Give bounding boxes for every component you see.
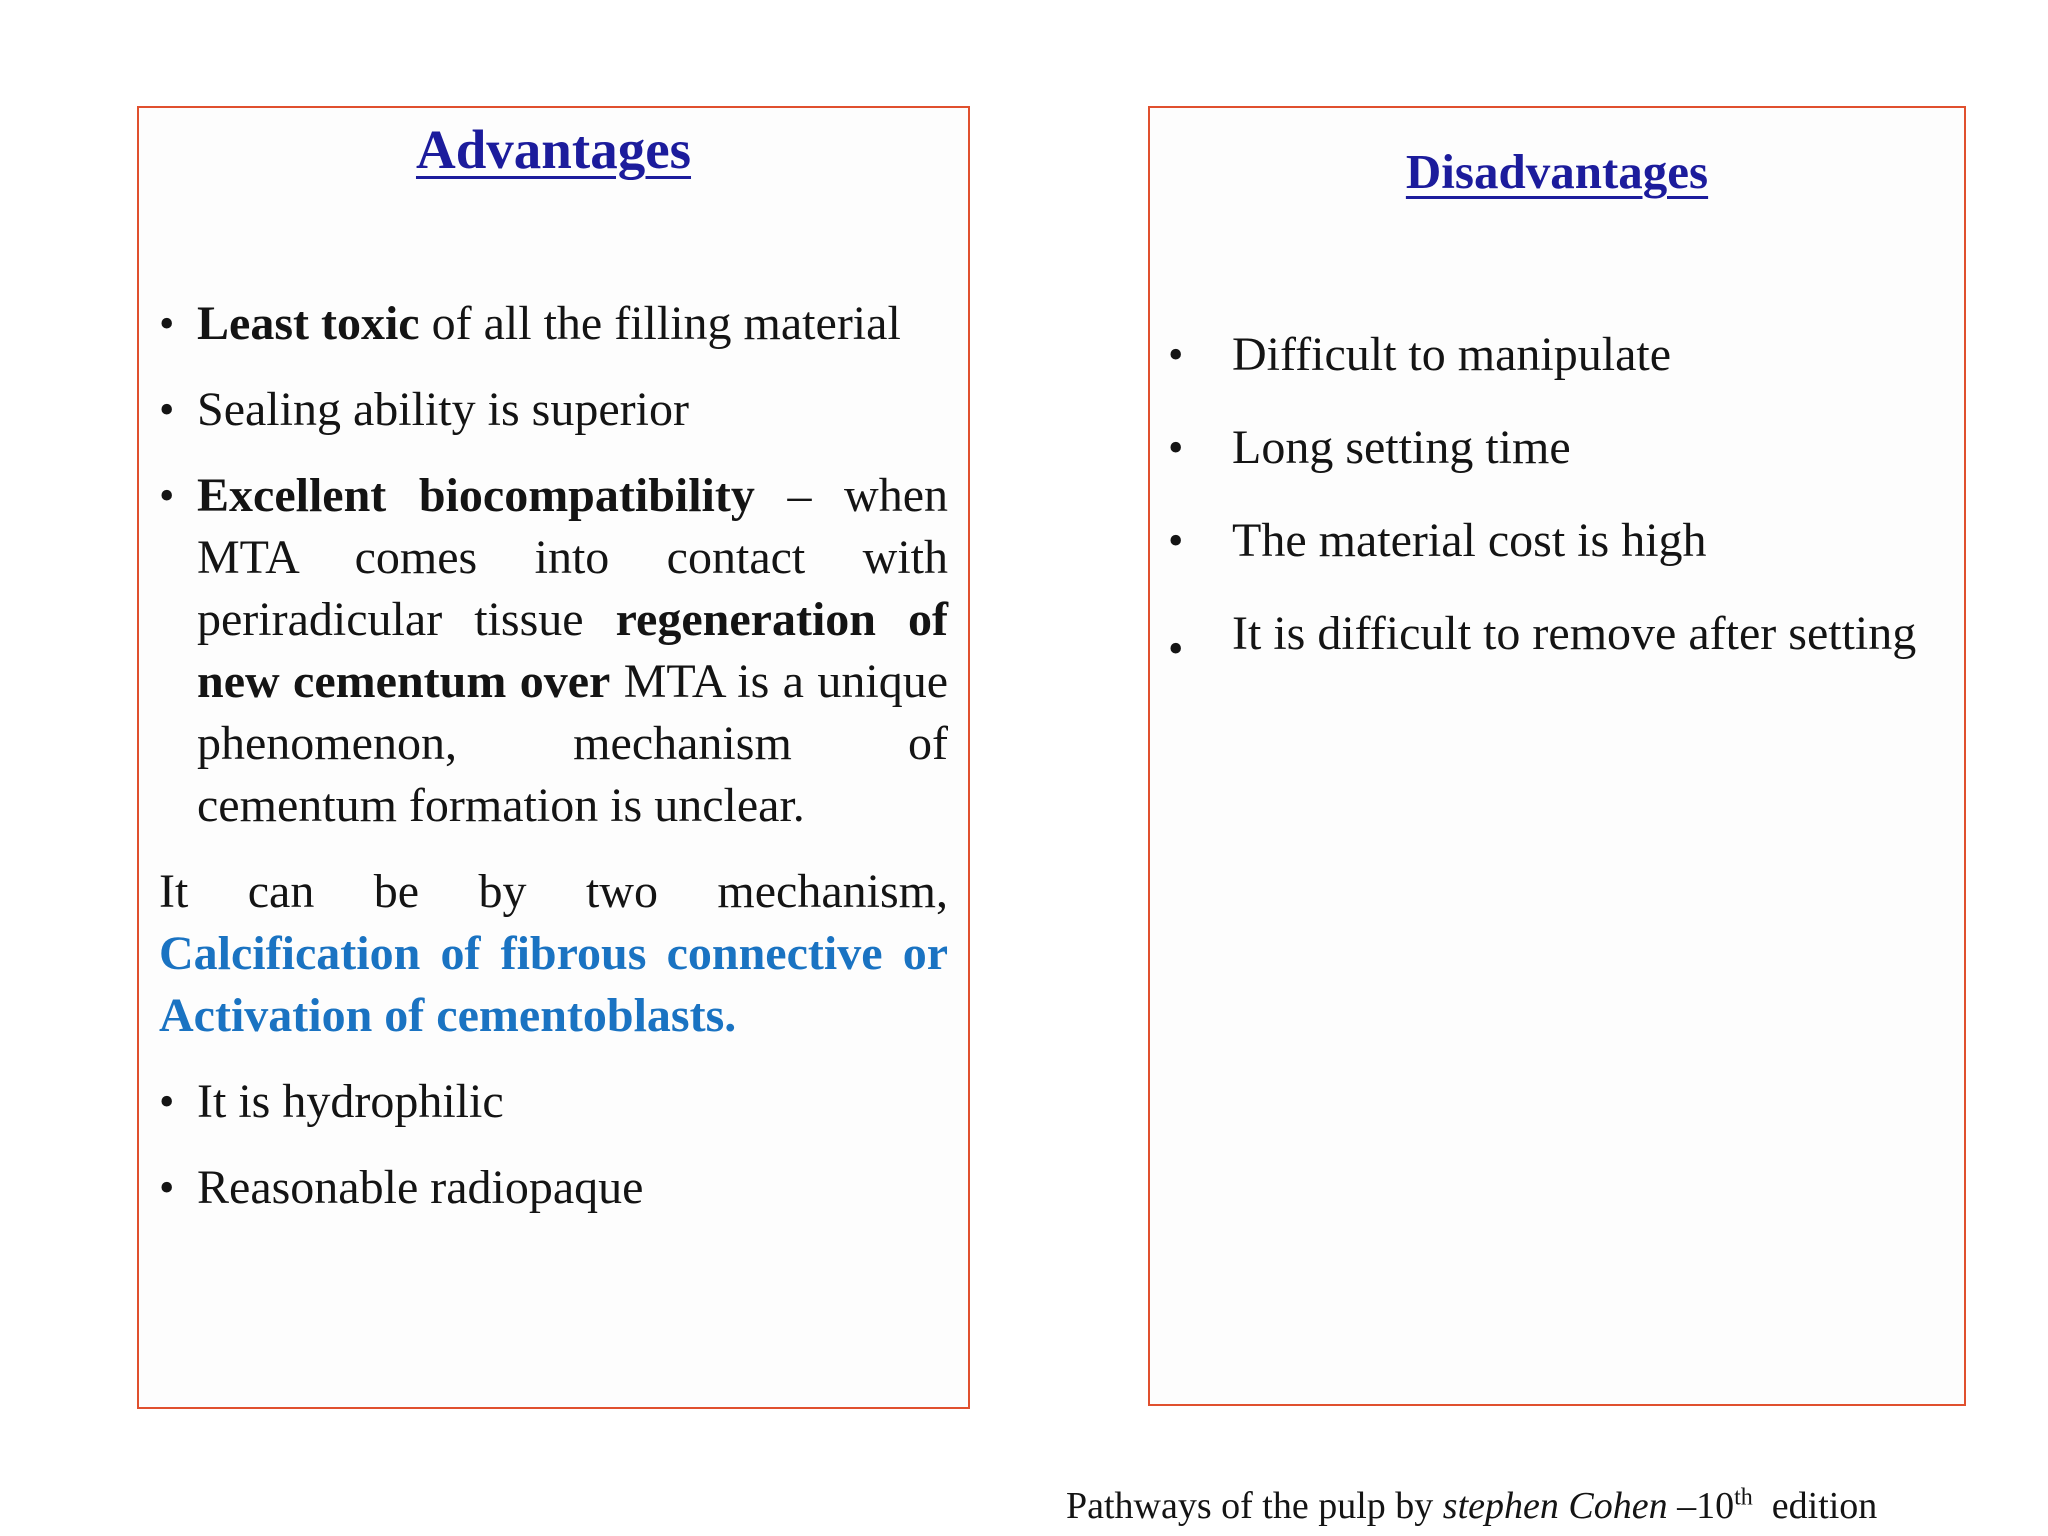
citation-suffix: edition	[1752, 1485, 1878, 1527]
citation-text: Pathways of the pulp by	[1066, 1485, 1443, 1527]
paragraph-text: It can be by two mechanism,	[159, 865, 948, 918]
citation-edition-number: –10	[1667, 1485, 1735, 1527]
item-text: Long setting time	[1232, 421, 1571, 474]
list-item	[159, 293, 948, 355]
list-item	[159, 379, 948, 441]
bullet-icon: •	[1168, 516, 1184, 565]
item-text: Sealing ability is superior	[197, 383, 689, 436]
item-bold-text: regeneration of new cementum over	[197, 593, 949, 708]
citation-footer	[1066, 1484, 1877, 1528]
list-item	[1168, 510, 1946, 572]
advantages-panel	[137, 106, 970, 1409]
item-text: It is hydrophilic	[197, 1075, 504, 1128]
bullet-icon: •	[159, 471, 175, 520]
bullet-icon: •	[159, 385, 175, 434]
item-bold-text: Excellent biocompatibility	[197, 469, 755, 522]
item-text: Reasonable radiopaque	[197, 1161, 644, 1214]
highlighted-text: Calcification of fibrous connective or Activation of cementoblasts.	[159, 927, 948, 1042]
list-item	[1168, 588, 1946, 680]
advantages-list	[159, 293, 948, 1243]
disadvantages-title: Disadvantages	[1405, 144, 1709, 199]
bullet-icon: •	[159, 1077, 175, 1126]
item-text: of all the filling material	[419, 297, 901, 350]
disadvantages-list	[1168, 324, 1946, 711]
item-text: The material cost is high	[1232, 514, 1707, 567]
bullet-icon: •	[159, 1163, 175, 1212]
citation-author: stephen Cohen	[1442, 1485, 1668, 1527]
list-item	[159, 1071, 948, 1133]
citation-superscript: th	[1734, 1484, 1753, 1511]
mechanism-paragraph	[159, 861, 948, 1047]
item-text: MTA is a unique phenomenon, mechanism of cementum formation is unclear.	[197, 655, 948, 832]
list-item	[1168, 417, 1946, 479]
list-item	[159, 1157, 948, 1219]
bullet-icon: •	[159, 299, 175, 348]
bullet-icon: •	[1168, 423, 1184, 472]
bullet-icon: •	[1168, 624, 1184, 673]
item-text: Difficult to manipulate	[1232, 328, 1672, 381]
item-bold-text: Least toxic	[197, 297, 420, 350]
list-item	[1168, 324, 1946, 386]
list-item	[159, 465, 948, 837]
disadvantages-panel	[1148, 106, 1966, 1406]
advantages-title: Advantages	[415, 119, 692, 180]
item-text: – when MTA comes into contact with periradicular tissue	[197, 469, 949, 646]
bullet-icon: •	[1168, 330, 1184, 379]
item-text: It is difficult to remove after setting	[1232, 607, 1917, 660]
